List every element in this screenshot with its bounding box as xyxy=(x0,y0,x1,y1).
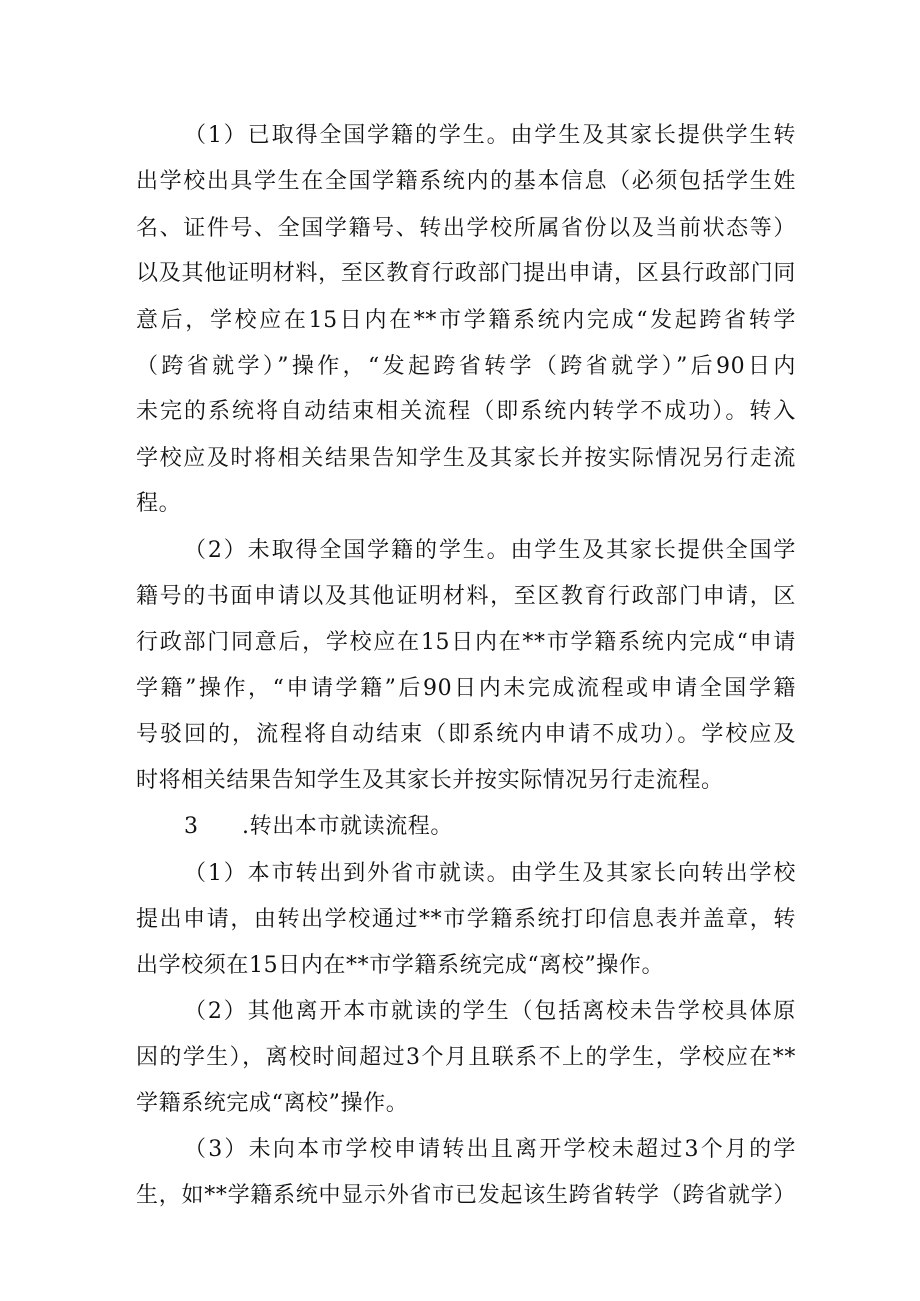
paragraph-1-line-3: 名、证件号、全国学籍号、转出学校所属省份以及当前状态等） xyxy=(136,216,796,241)
paragraph-1-line-5: 意后，学校应在15日内在**市学籍系统内完成“发起跨省转学 xyxy=(136,308,796,333)
paragraph-1-line-1: （1）已取得全国学籍的学生。由学生及其家长提供学生转 xyxy=(184,123,796,148)
paragraph-1-line-8: 学校应及时将相关结果告知学生及其家长并按实际情况另行走流 xyxy=(136,446,796,471)
paragraph-1-line-7: 未完的系统将自动结束相关流程（即系统内转学不成功）。转入 xyxy=(136,399,796,424)
section-3-number: 3 xyxy=(184,814,199,839)
paragraph-4-line-3: 学籍系统完成“离校”操作。 xyxy=(136,1091,409,1116)
paragraph-3-line-3: 出学校须在15日内在**市学籍系统完成“离校”操作。 xyxy=(136,953,665,978)
paragraph-2-line-5: 号驳回的，流程将自动结束（即系统内申请不成功）。学校应及 xyxy=(136,722,796,747)
paragraph-4-line-1: （2）其他离开本市就读的学生（包括离校未告学校具体原 xyxy=(184,999,796,1024)
paragraph-3-line-1: （1）本市转出到外省市就读。由学生及其家长向转出学校 xyxy=(184,861,796,886)
paragraph-2-line-1: （2）未取得全国学籍的学生。由学生及其家长提供全国学 xyxy=(184,538,796,563)
paragraph-3-line-2: 提出申请，由转出学校通过**市学籍系统打印信息表并盖章，转 xyxy=(136,907,796,932)
paragraph-2-line-6: 时将相关结果告知学生及其家长并按实际情况另行走流程。 xyxy=(136,768,724,793)
paragraph-5-line-2: 生，如**学籍系统中显示外省市已发起该生跨省转学（跨省就学） xyxy=(136,1183,796,1208)
section-3-title: .转出本市就读流程。 xyxy=(242,814,453,839)
paragraph-1-line-2: 出学校出具学生在全国学籍系统内的基本信息（必须包括学生姓 xyxy=(136,169,796,194)
section-3-heading xyxy=(184,815,796,839)
paragraph-1-line-9: 程。 xyxy=(136,491,182,516)
paragraph-2-line-4: 学籍”操作，“申请学籍”后90日内未完成流程或申请全国学籍 xyxy=(136,676,796,701)
paragraph-5-line-1: （3）未向本市学校申请转出且离开学校未超过3个月的学 xyxy=(184,1137,796,1162)
paragraph-2-line-2: 籍号的书面申请以及其他证明材料，至区教育行政部门申请，区 xyxy=(136,584,796,609)
paragraph-1-line-4: 以及其他证明材料，至区教育行政部门提出申请，区县行政部门同 xyxy=(136,261,796,286)
paragraph-1-line-6: （跨省就学）”操作，“发起跨省转学（跨省就学）”后90日内 xyxy=(136,354,796,379)
paragraph-2-line-3: 行政部门同意后，学校应在15日内在**市学籍系统内完成“申请 xyxy=(136,630,796,655)
paragraph-4-line-2: 因的学生），离校时间超过3个月且联系不上的学生，学校应在** xyxy=(136,1045,796,1070)
